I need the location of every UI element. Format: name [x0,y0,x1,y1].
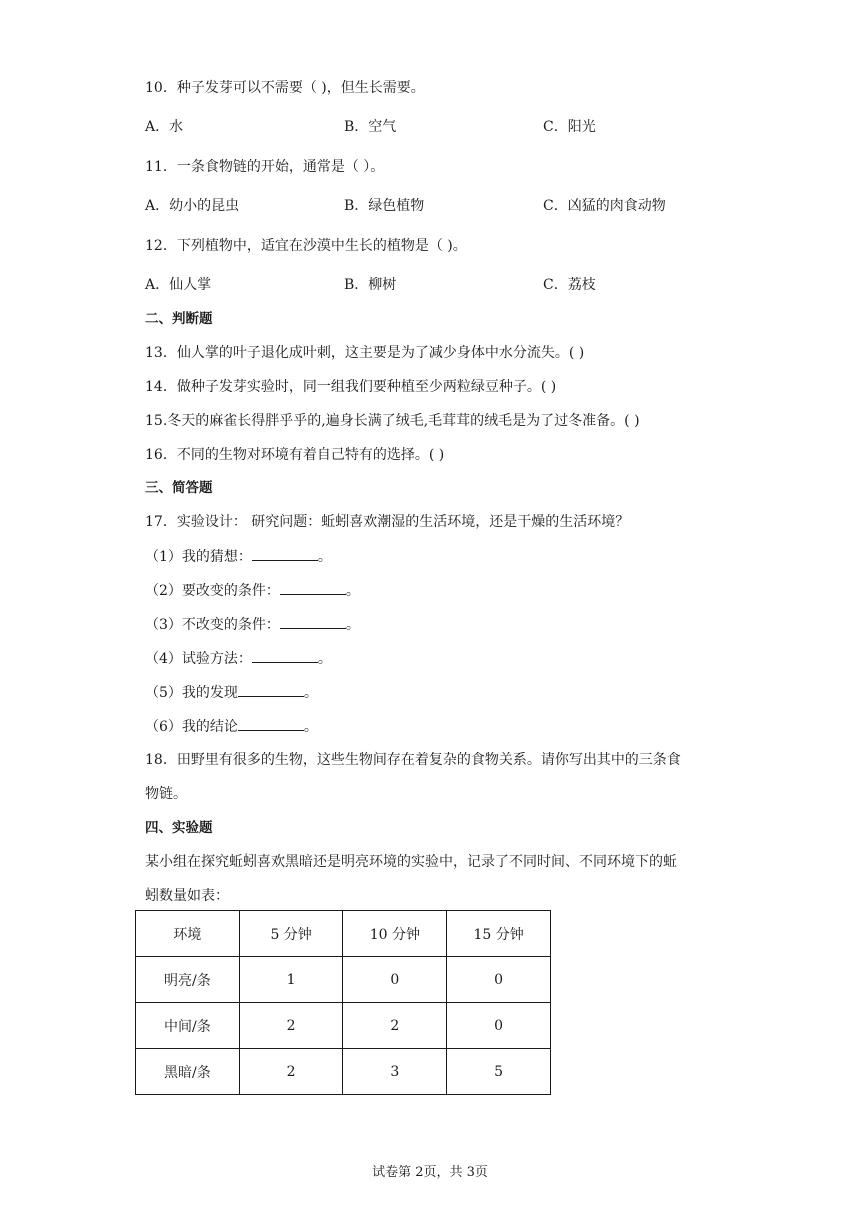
q17-sub-6 [145,716,318,737]
answer-blank[interactable] [252,648,318,663]
section-title-experiment: 四、实验题 [145,820,213,836]
table-cell: 黑暗/条 [136,1049,240,1095]
question-10: 10．种子发芽可以不需要（ )，但生长需要。 [145,80,425,96]
q17-sub-end: 。 [317,549,332,565]
answer-blank[interactable] [238,682,304,697]
q17-sub-end: 。 [303,685,318,701]
option-c: C．凶猛的肉食动物 [543,198,666,214]
table-cell: 明亮/条 [136,957,240,1003]
answer-blank[interactable] [238,716,304,731]
experiment-intro-line-2: 蚓数量如表： [145,888,229,904]
table-header-cell: 5 分钟 [239,911,343,957]
table-cell: 3 [343,1049,447,1095]
section-title-short-answer: 三、简答题 [145,480,213,496]
table-cell: 0 [447,957,551,1003]
option-a: A．水 [145,119,184,135]
question-13: 13．仙人掌的叶子退化成叶刺，这主要是为了减少身体中水分流失。( ) [145,345,585,361]
table-cell: 2 [239,1003,343,1049]
question-17: 17．实验设计： 研究问题：蚯蚓喜欢潮湿的生活环境，还是干燥的生活环境？ [145,514,630,530]
section-title-judgement: 二、判断题 [145,311,213,327]
table-cell: 1 [239,957,343,1003]
earthworm-data-table [135,910,551,1095]
table-row [136,957,551,1003]
q17-sub-3 [145,614,360,635]
option-b: B．绿色植物 [344,198,425,214]
question-12: 12．下列植物中，适宜在沙漠中生长的植物是（ )。 [145,238,467,254]
table-cell: 0 [343,957,447,1003]
q17-sub-label: （3）不改变的条件： [145,617,280,633]
answer-blank[interactable] [280,614,346,629]
q17-sub-4 [145,648,332,669]
q17-sub-end: 。 [345,583,360,599]
question-15: 15.冬天的麻雀长得胖乎乎的,遍身长满了绒毛,毛茸茸的绒毛是为了过冬准备。( ) [145,413,640,429]
question-11: 11．一条食物链的开始，通常是（ ）。 [145,159,385,175]
option-c: C．荔枝 [543,277,596,293]
table-cell: 0 [447,1003,551,1049]
option-c: C．阳光 [543,119,596,135]
q17-sub-5 [145,682,318,703]
experiment-intro-line-1: 某小组在探究蚯蚓喜欢黑暗还是明亮环境的实验中，记录了不同时间、不同环境下的蚯 [145,854,677,870]
table-cell: 中间/条 [136,1003,240,1049]
q17-sub-label: （5）我的发现 [145,685,238,701]
q17-sub-label: （4）试验方法： [145,651,252,667]
answer-blank[interactable] [252,546,318,561]
table-header-cell: 15 分钟 [447,911,551,957]
q17-sub-label: （6）我的结论 [145,719,238,735]
table-header-row [136,911,551,957]
q17-sub-end: 。 [345,617,360,633]
q17-sub-label: （2）要改变的条件： [145,583,280,599]
question-18-line-2: 物链。 [145,786,187,802]
table-header-cell: 环境 [136,911,240,957]
question-16: 16．不同的生物对环境有着自己特有的选择。( ) [145,447,445,463]
option-a: A．仙人掌 [145,277,212,293]
option-a: A．幼小的昆虫 [145,198,240,214]
question-14: 14．做种子发芽实验时，同一组我们要种植至少两粒绿豆种子。( ) [145,379,557,395]
question-18-line-1: 18．田野里有很多的生物，这些生物间存在着复杂的食物关系。请你写出其中的三条食 [145,752,681,768]
q17-sub-end: 。 [317,651,332,667]
table-cell: 2 [343,1003,447,1049]
q17-sub-2 [145,580,360,601]
answer-blank[interactable] [280,580,346,595]
table-row [136,1003,551,1049]
q17-sub-end: 。 [303,719,318,735]
q17-sub-1 [145,546,332,567]
table-header-cell: 10 分钟 [343,911,447,957]
option-b: B．空气 [344,119,397,135]
table-row [136,1049,551,1095]
page-footer: 试卷第 2页，共 3页 [372,1165,488,1180]
option-b: B．柳树 [344,277,397,293]
table-cell: 2 [239,1049,343,1095]
q17-sub-label: （1）我的猜想： [145,549,252,565]
table-cell: 5 [447,1049,551,1095]
